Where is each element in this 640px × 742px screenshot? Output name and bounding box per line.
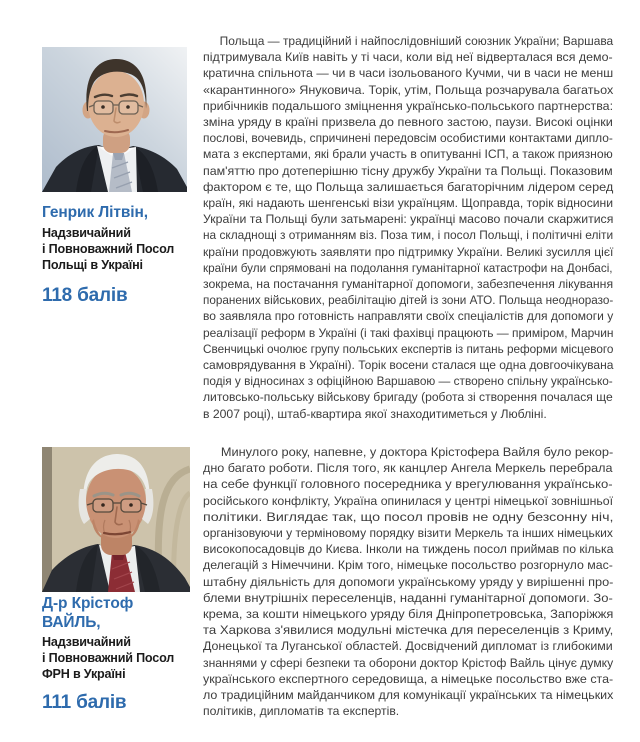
text-line: прибічників подальшого зміцнення українсько-польського партнерства: — [203, 98, 614, 113]
text-line: блеми внутрішніх переселенців, наданні гуманітарної допомоги. Зо- — [203, 590, 613, 605]
text-line: високопосадовців до Києва. Інколи на тиждень посол приймав по кілька — [203, 542, 614, 557]
text-line: послові, вочевидь, спричинені передовсім особистими контактами дипло- — [203, 131, 613, 146]
text-line: Минулого року, напевне, у доктора Крістофера Вайля було рекор- — [220, 445, 614, 459]
text-line: країни були спрямовані на подолання гуманітарної катастрофи на Донбасі, — [203, 260, 613, 275]
text-line: країни продовжують заявляти про підтримку України. Великі зусилля цієї — [203, 244, 614, 259]
text-line: Польща — традиційний і найпослідовніший союзник України; Варшава — [219, 34, 614, 48]
text-line: та Харкова з'явилися модульні містечка для переселенців з Криму, — [203, 623, 614, 638]
text-line: на складнощі з отриманням віз. Поза тим, і посол Польщі, і політичні еліти — [203, 228, 614, 243]
article-paragraph-germany — [203, 444, 613, 719]
ambassador-name-weil — [42, 595, 192, 632]
text-line: подія у відносинах з офіційною Варшавою — створено спільну українсько- — [203, 374, 613, 389]
text-line: країн, які надають шенгенські візи українцям. Щоправда, торік відносини — [203, 196, 614, 211]
text-line: кратична спільнота — чи в часи ізольованого Кучми, чи в часи не менш — [203, 66, 614, 81]
text-line: пам'яттю про дотеперішню тісну дружбу України та Польщі. Показовим — [203, 163, 613, 178]
text-line: Д-р Крістоф — [42, 595, 134, 612]
text-line: фактором є те, що Польща залишається багаторічним лідером серед — [203, 179, 614, 194]
score-weil: 111 балів — [42, 691, 127, 713]
text-line: дно багато роботи. Після того, як канцлер Ангела Меркель перебрала — [203, 461, 613, 476]
text-line: самоврядування в Україні). Торік восени сталася ще одна довгоочікувана — [203, 358, 614, 373]
profile-card-weil — [42, 447, 192, 713]
text-line: в 2007 році), штаб-квартира якої знаходитиметься у Любліні. — [203, 406, 547, 421]
text-line: і Повноважний Посол — [42, 650, 175, 665]
text-line: зокрема, на постачання гуманітарної допомоги, забезпечення лікування — [203, 277, 614, 292]
ambassador-title-weil — [42, 635, 192, 683]
text-line: делегацій з Німеччини. Крім того, німецьке посольство розгорнуло мас- — [203, 558, 613, 573]
article-paragraph-poland — [203, 33, 613, 422]
score-litwin: 118 балів — [42, 284, 128, 306]
text-line: ФРН в Україні — [42, 666, 126, 681]
text-line: литовсько-польську військову бригаду (робота зі створення почалася ще — [203, 390, 613, 405]
text-line: крема, за кошти німецького уряду біля Дніпропетровська, Запоріжжя — [203, 607, 614, 622]
text-line: підтримувала Київ навіть у ті часи, коли від неї відверталася вся демо- — [203, 50, 613, 65]
text-line: і Повноважний Посол — [42, 241, 175, 256]
ambassador-name-litwin — [42, 203, 192, 222]
text-line: поранених військових, реабілітацію дітей із зони АТО. Польща неодноразо- — [203, 293, 614, 308]
text-line: російського конфлікту, Україна опинилася у центрі німецької зовнішньої — [203, 493, 614, 508]
ambassador-title-litwin — [42, 226, 192, 274]
text-line: політики. Виглядає так, що посол провів не одну безсонну ніч, — [203, 509, 614, 524]
text-line: мата з експертами, які брали участь в опитуванні ІСП, а також приязною — [203, 147, 613, 162]
text-line: ло традиційним майданчиком для комунікації українських та німецьких — [203, 688, 614, 703]
text-line: ВАЙЛЬ, — [42, 613, 101, 631]
text-line: України та Польщі були затьмарені: українці масово почали скаржитися — [203, 212, 614, 227]
litwin-portrait-illustration — [42, 47, 187, 192]
text-line: організовуючи у терміновому порядку візити Меркель та інших німецьких — [203, 526, 613, 541]
text-line: Генрик Літвін, — [42, 204, 148, 221]
text-line: Свенчицькі очолює групу польських експертів із питань реформи місцевого — [203, 341, 614, 356]
text-line: Донецької та Луганської областей. Досвідчений дипломат із глибокими — [203, 639, 613, 654]
text-line: українського експертного середовища, а німецьке посольство вже ста- — [203, 671, 614, 686]
text-line: во заявляла про готовність направляти своїх спеціалістів для допомоги у — [203, 309, 614, 324]
portrait-photo-weil — [42, 447, 190, 592]
weil-portrait-illustration — [42, 447, 190, 592]
text-line: штабну діяльність для допомоги українському уряду у вирішенні про- — [203, 574, 614, 589]
text-line: політиків, дипломатів та експертів. — [203, 704, 400, 719]
text-line: знаннями у сфері безпеки та оборони доктор Крістоф Вайль цінує думку — [203, 655, 614, 670]
text-line: Надзвичайний — [42, 226, 131, 240]
text-line: зміна уряду в країні призвела до певного застою, паузи. Високі оцінки — [203, 115, 613, 130]
text-line: на себе функції головного посередника у врегулювання українсько- — [203, 477, 613, 492]
text-line: Надзвичайний — [42, 635, 131, 649]
text-line: реалізації реформ в Україні (і такі фахівці працюють — приміром, Марчин — [203, 325, 614, 340]
portrait-photo-litwin — [42, 47, 187, 192]
profile-card-litwin — [42, 47, 192, 306]
text-line: Польщі в Україні — [42, 257, 143, 272]
text-line: «карантинного» Януковича. Торік, утім, Польща розчарувала багатьох — [203, 82, 614, 97]
